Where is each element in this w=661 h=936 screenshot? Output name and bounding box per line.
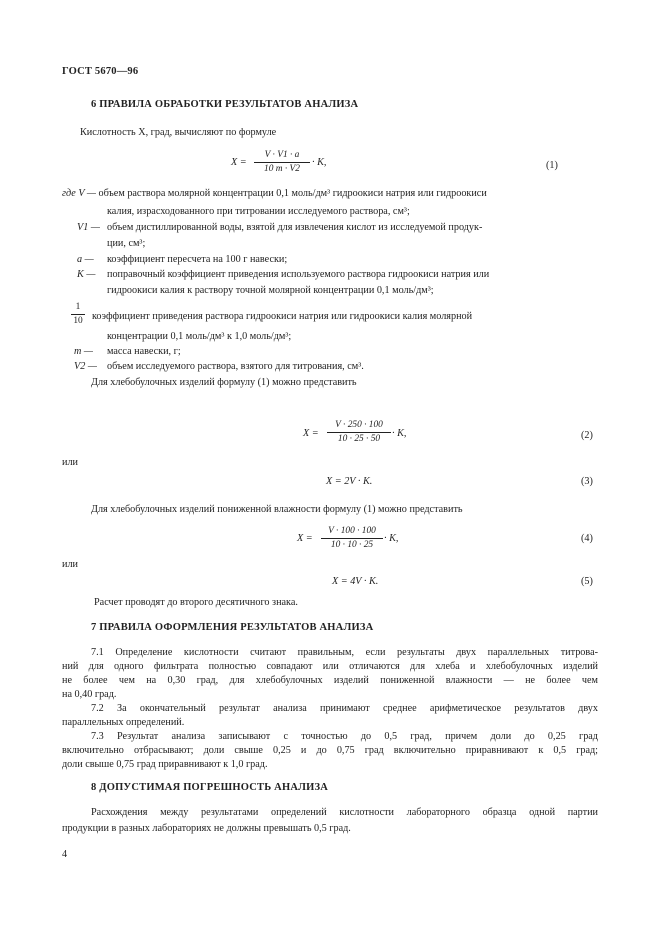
paragraph-7-3-line-1: 7.3 Результат анализа записывают с точностью до 0,5 град, причем доли до 0,25 град xyxy=(91,731,598,742)
fraction-one-tenth: 1 10 xyxy=(71,302,85,327)
paragraph-7-1-line-2: ний для одного фильтрата полностью совпадают или отличаются для хлеба и хлебобулочных изделий xyxy=(62,661,598,672)
or-text-1: или xyxy=(62,457,78,468)
or-text-2: или xyxy=(62,559,78,570)
formula-2-number: (2) xyxy=(581,430,593,441)
section-7-title: 7 ПРАВИЛА ОФОРМЛЕНИЯ РЕЗУЛЬТАТОВ АНАЛИЗА xyxy=(91,622,374,633)
formula-1-lhs: X = xyxy=(231,157,247,168)
definition-tenth-cont: концентрации 0,1 моль/дм³ к 1,0 моль/дм³; xyxy=(107,331,292,342)
paragraph-8-line-1: Расхождения между результатами определений кислотности лабораторного образца одной партии xyxy=(91,807,598,818)
definition-m: масса навески, г; xyxy=(107,346,181,357)
formula-intro: Кислотность X, град, вычисляют по формуле xyxy=(80,127,277,138)
formula-2-numerator: V · 250 · 100 xyxy=(335,420,383,430)
definition-V2-symbol: V2 — xyxy=(74,361,97,372)
formula-2-denominator: 10 · 25 · 50 xyxy=(337,434,381,444)
formula-5: X = 4V · K. xyxy=(332,576,379,587)
paragraph-7-1-line-3: не более чем на 0,30 град, для хлебобулочных изделий пониженной влажности — не более чем xyxy=(62,675,598,686)
definition-tenth: коэффициент приведения раствора гидроокиси натрия или гидроокиси калия молярной xyxy=(92,311,473,322)
formula-1-fraction xyxy=(254,150,310,175)
paragraph-7-2-line-2: параллельных определений. xyxy=(62,717,185,728)
paragraph-8-line-2: продукции в разных лабораториях не должны превышать 0,5 град. xyxy=(62,823,351,834)
definition-V: где V — объем раствора молярной концентрации 0,1 моль/дм³ гидроокиси натрия или гидроокиси xyxy=(62,188,487,199)
definition-m-symbol: m — xyxy=(74,346,93,357)
bread-formula-intro: Для хлебобулочных изделий формулу (1) можно представить xyxy=(91,377,357,388)
formula-1-numerator: V · V1 · a xyxy=(264,150,300,160)
definition-V2: объем исследуемого раствора, взятого для титрования, см³. xyxy=(107,361,364,372)
formula-4-fraction xyxy=(321,526,383,551)
definition-V1-symbol: V1 — xyxy=(77,222,100,233)
formula-4-number: (4) xyxy=(581,533,593,544)
formula-2-tail: · K, xyxy=(392,428,407,439)
definition-K-cont: гидроокиси калия к раствору точной молярной концентрации 0,1 моль/дм³; xyxy=(107,285,434,296)
definition-V1-cont: ции, см³; xyxy=(107,238,146,249)
formula-5-number: (5) xyxy=(581,576,593,587)
document-header: ГОСТ 5670—96 xyxy=(62,66,139,77)
formula-1-tail: · K, xyxy=(312,157,327,168)
formula-2-lhs: X = xyxy=(303,428,319,439)
formula-2-fraction xyxy=(327,420,391,445)
formula-4-numerator: V · 100 · 100 xyxy=(328,526,376,536)
low-moisture-formula-intro: Для хлебобулочных изделий пониженной влажности формулу (1) можно представить xyxy=(91,504,463,515)
paragraph-7-2-line-1: 7.2 За окончательный результат анализа принимают среднее арифметическое результатов двух xyxy=(91,703,598,714)
definition-a: коэффициент пересчета на 100 г навески; xyxy=(107,254,288,265)
formula-4-tail: · K, xyxy=(384,533,399,544)
definition-a-symbol: a — xyxy=(77,254,94,265)
definition-V-cont: калия, израсходованного при титровании исследуемого раствора, см³; xyxy=(107,206,410,217)
precision-note: Расчет проводят до второго десятичного знака. xyxy=(94,597,298,608)
formula-3: X = 2V · K. xyxy=(326,476,373,487)
paragraph-7-1-line-1: 7.1 Определение кислотности считают правильным, если результаты двух параллельных титрова- xyxy=(91,647,598,658)
formula-4-lhs: X = xyxy=(297,533,313,544)
formula-4-denominator: 10 · 10 · 25 xyxy=(330,540,374,550)
definition-K: поправочный коэффициент приведения используемого раствора гидроокиси натрия или xyxy=(107,269,490,280)
formula-1-number: (1) xyxy=(546,160,558,171)
formula-3-number: (3) xyxy=(581,476,593,487)
section-6-title: 6 ПРАВИЛА ОБРАБОТКИ РЕЗУЛЬТАТОВ АНАЛИЗА xyxy=(91,99,359,110)
definition-V1: объем дистиллированной воды, взятой для извлечения кислот из исследуемой продук- xyxy=(107,222,483,233)
definition-K-symbol: K — xyxy=(77,269,96,280)
paragraph-7-3-line-2: включительно отбрасывают; доли свыше 0,25 и до 0,75 град включительно приравнивают к 0,5 град; xyxy=(62,745,598,756)
paragraph-7-3-line-3: доли свыше 0,75 град приравнивают к 1,0 град. xyxy=(62,759,268,770)
formula-1-denominator: 10 m · V2 xyxy=(264,164,300,174)
section-8-title: 8 ДОПУСТИМАЯ ПОГРЕШНОСТЬ АНАЛИЗА xyxy=(91,782,329,793)
paragraph-7-1-line-4: на 0,40 град. xyxy=(62,689,117,700)
page-number: 4 xyxy=(62,849,68,860)
